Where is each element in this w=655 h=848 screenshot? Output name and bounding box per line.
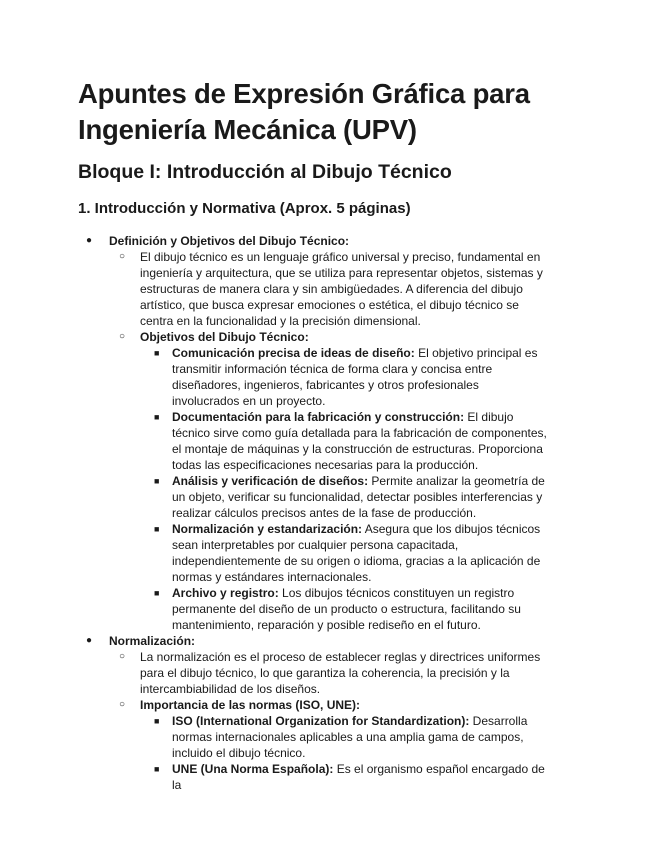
definicion-heading: Definición y Objetivos del Dibujo Técnico: bbox=[109, 234, 350, 248]
main-list bbox=[86, 233, 549, 793]
objetivos-list bbox=[140, 345, 549, 633]
list-item bbox=[119, 697, 549, 793]
objetivo-label: Comunicación precisa de ideas de diseño: bbox=[172, 346, 415, 360]
list-item bbox=[119, 249, 549, 329]
bullet-square-icon: ■ bbox=[154, 716, 160, 726]
objetivo-label: Archivo y registro: bbox=[172, 586, 279, 600]
objetivo-label: Normalización y estandarización: bbox=[172, 522, 363, 536]
objetivo-label: Análisis y verificación de diseños: bbox=[172, 474, 369, 488]
normas-list bbox=[140, 713, 549, 793]
list-item bbox=[154, 345, 549, 409]
objetivo-text: Permite analizar la geometría de un objeto, verificar su funcionalidad, detectar posibles interferencias y realizar cálculos precisos antes de la fase de producción. bbox=[172, 474, 545, 520]
list-item-normalizacion bbox=[86, 633, 549, 793]
list-item bbox=[154, 473, 549, 521]
list-item bbox=[154, 713, 549, 761]
bullet-disc-icon: ● bbox=[86, 235, 93, 246]
list-item bbox=[154, 409, 549, 473]
norma-label: UNE (Una Norma Española): bbox=[172, 762, 334, 776]
objetivos-heading: Objetivos del Dibujo Técnico: bbox=[140, 330, 309, 344]
normalizacion-heading: Normalización: bbox=[109, 634, 196, 648]
bullet-square-icon: ■ bbox=[154, 476, 160, 486]
norma-text: Desarrolla normas internacionales aplicables a una amplia gama de campos, incluido el dibujo técnico. bbox=[172, 714, 528, 760]
list-item bbox=[154, 761, 549, 793]
bullet-circle-icon: ○ bbox=[119, 331, 126, 342]
bullet-square-icon: ■ bbox=[154, 412, 160, 422]
bullet-disc-icon: ● bbox=[86, 635, 93, 646]
bullet-square-icon: ■ bbox=[154, 588, 160, 598]
list-item-definicion bbox=[86, 233, 549, 633]
bullet-square-icon: ■ bbox=[154, 524, 160, 534]
document-title: Apuntes de Expresión Gráfica para Ingeniería Mecánica (UPV) bbox=[78, 78, 530, 145]
normalizacion-intro: La normalización es el proceso de establecer reglas y directrices uniformes para el dibujo técnico, lo que garantiza la coherencia, la precisión y la intercambiabilidad de los diseños. bbox=[140, 650, 541, 696]
definicion-sublist bbox=[109, 249, 549, 633]
list-item bbox=[119, 329, 549, 633]
section-title: 1. Introducción y Normativa (Aprox. 5 páginas) bbox=[78, 200, 411, 217]
objetivo-label: Documentación para la fabricación y construcción: bbox=[172, 410, 465, 424]
bullet-circle-icon: ○ bbox=[119, 699, 126, 710]
norma-text: Es el organismo español encargado de la bbox=[172, 762, 545, 792]
bullet-circle-icon: ○ bbox=[119, 251, 126, 262]
objetivo-text: Los dibujos técnicos constituyen un registro permanente del diseño de un producto o estructura, facilitando su mantenimiento, reparación y posible rediseño en el futuro. bbox=[172, 586, 521, 632]
bullet-circle-icon: ○ bbox=[119, 651, 126, 662]
norma-label: ISO (International Organization for Standardization): bbox=[172, 714, 470, 728]
normalizacion-sublist bbox=[109, 649, 549, 793]
list-item bbox=[154, 585, 549, 633]
definicion-intro: El dibujo técnico es un lenguaje gráfico universal y preciso, fundamental en ingeniería y arquitectura, que se utiliza para representar objetos, sistemas y estructuras de manera clara y sin ambigüedades. A diferencia del dibujo artístico, que busca expresar emociones o estética, el dibujo técnico se centra en la funcionalidad y la precisión dimensional. bbox=[140, 250, 543, 328]
normas-heading: Importancia de las normas (ISO, UNE): bbox=[140, 698, 361, 712]
objetivo-text: El objetivo principal es transmitir información técnica de forma clara y concisa entre diseñadores, ingenieros, fabricantes y otros profesionales involucrados en un proyecto. bbox=[172, 346, 538, 408]
block-title: Bloque I: Introducción al Dibujo Técnico bbox=[78, 161, 452, 183]
objetivo-text: Asegura que los dibujos técnicos sean interpretables por cualquier persona capacitada, independientemente de su origen o idioma, gracias a la aplicación de normas y estándares internacionales. bbox=[172, 522, 541, 584]
bullet-square-icon: ■ bbox=[154, 764, 160, 774]
list-item bbox=[119, 649, 549, 697]
list-item bbox=[154, 521, 549, 585]
objetivo-text: El dibujo técnico sirve como guía detallada para la fabricación de componentes, el montaje de máquinas y la construcción de estructuras. Proporciona todas las especificaciones necesarias para la producción. bbox=[172, 410, 547, 472]
bullet-square-icon: ■ bbox=[154, 348, 160, 358]
